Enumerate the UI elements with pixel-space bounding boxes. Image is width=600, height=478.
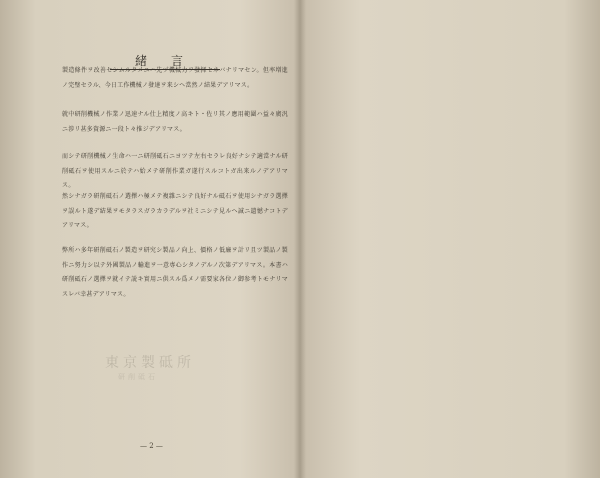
- left-paragraph-5: 弊所ハ多年研削砥石ノ製造ヲ研究シ製品ノ向上、價格ノ低廉ヲ計リ且ツ製品ノ製作ニ努力シ以テ外國製品ノ輸進ヲ一意専心シタノデルノ次第デアリマス。本書ハ研削砥石ノ選擇ヲ就イテ説キ實用ニ供スル爲メノ需要家各位ノ御参考トモナリマスレバ幸甚デアリマス。: [62, 247, 288, 298]
- faded-back-title: 東京製砥所: [105, 355, 195, 371]
- left-paragraph-3: 而シテ研削機械ノ生命ハ一ニ研削砥石ニヨツテ左右セラレ良好ナシテ適當ナル研削砥石ヲ使用スルニ於テハ始メテ研削作業ガ遂行スルコトガ出来ルノデアリマス。: [62, 153, 288, 189]
- left-page-title: 緒言: [110, 52, 220, 70]
- left-paragraph-4: 然シナガラ研削砥石ノ選擇ハ極メテ複雜ニシテ良好ナル砥石ヲ使用シナガラ選擇ヲ誤ルト遂デ結果ヲモタラスガラカラデルヲ社ミニシテ見ルヘ誠ニ遺憾ナコトデアリマス。: [62, 193, 288, 229]
- left-page-number: — 2 —: [140, 442, 163, 450]
- left-paragraph-2: 就中研削機械ノ作業ノ迅速ナル仕上精度ノ高キト・佐リ其ノ應用範圍ハ益々廣汎ニ渉リ甚多資源ニ一段ト々推ジデアリマス。: [62, 111, 288, 133]
- right-page: [300, 0, 600, 478]
- left-paragraph-1: 製造條件ヲ改善セシムルタメニハ先ヅ機械力ヲ發揮セネバナリマセン。但率増進ノ完璧セラル、今日工作機械ノ發達ヲ来シヘ當然ノ結果デアリマス。: [62, 67, 288, 89]
- faded-back-subtitle: 研削砥石: [118, 373, 158, 381]
